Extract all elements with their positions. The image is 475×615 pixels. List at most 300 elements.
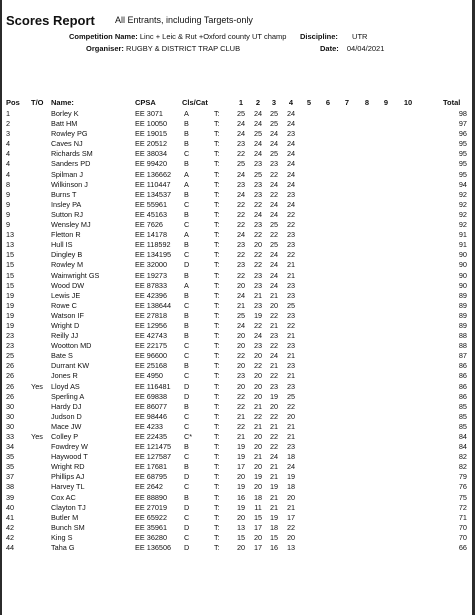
entrant-name-cell: Spilman J [51, 169, 84, 179]
targets-marker-cell: T: [214, 502, 220, 512]
round-2-score-cell: 20 [253, 371, 263, 381]
position-cell: 13 [6, 230, 15, 240]
cpsa-number-cell: EE 99420 [135, 159, 168, 169]
table-row [2, 109, 472, 119]
round-4-score-cell: 18 [286, 482, 296, 492]
round-4-score-cell: 23 [286, 290, 296, 300]
table-row [2, 139, 472, 149]
round-4-score-cell: 21 [286, 270, 296, 280]
position-cell: 19 [6, 320, 15, 330]
round-4-score-cell: 22 [286, 250, 296, 260]
round-1-score-cell: 20 [236, 280, 246, 290]
date-label: Date: [320, 44, 339, 53]
position-cell: 26 [6, 391, 15, 401]
round-4-score-cell: 21 [286, 371, 296, 381]
targets-marker-cell: T: [214, 482, 220, 492]
position-cell: 23 [6, 331, 15, 341]
position-cell: 4 [6, 149, 11, 159]
position-cell: 9 [6, 189, 11, 199]
cpsa-number-cell: EE 69838 [135, 391, 168, 401]
cpsa-number-cell: EE 4233 [135, 421, 163, 431]
cpsa-number-cell: EE 127587 [135, 452, 172, 462]
cpsa-number-cell: EE 138644 [135, 300, 172, 310]
round-1-score-cell: 20 [236, 341, 246, 351]
discipline-row [300, 32, 367, 41]
targets-marker-cell: T: [214, 532, 220, 542]
table-row [2, 351, 472, 361]
total-score-cell: 82 [458, 462, 467, 472]
round-1-score-cell: 25 [236, 159, 246, 169]
table-row [2, 260, 472, 270]
table-row [2, 412, 472, 422]
position-cell: 4 [6, 139, 11, 149]
class-category-cell: B [184, 320, 189, 330]
targets-marker-cell: T: [214, 290, 220, 300]
position-cell: 4 [6, 169, 11, 179]
entrant-name-cell: Rowley M [51, 260, 84, 270]
round-2-score-cell: 19 [253, 310, 263, 320]
table-row [2, 271, 472, 281]
table-row [2, 240, 472, 250]
position-cell: 15 [6, 280, 15, 290]
position-cell: 25 [6, 351, 15, 361]
position-cell: 42 [6, 532, 15, 542]
table-row [2, 190, 472, 200]
entrant-name-cell: Rowe C [51, 300, 77, 310]
table-row [2, 442, 472, 452]
position-cell: 9 [6, 199, 11, 209]
round-2-score-cell: 24 [253, 149, 263, 159]
class-category-cell: B [184, 129, 189, 139]
table-row [2, 482, 472, 492]
round-4-score-cell: 23 [286, 361, 296, 371]
class-category-cell: D [184, 391, 190, 401]
table-row [2, 432, 472, 442]
round-4-score-cell: 21 [286, 331, 296, 341]
class-category-cell: C [184, 220, 190, 230]
round-2-score-cell: 23 [253, 341, 263, 351]
targets-marker-cell: T: [214, 442, 220, 452]
targets-marker-cell: T: [214, 159, 220, 169]
total-score-cell: 90 [458, 280, 467, 290]
organiser-row [86, 44, 240, 53]
round-3-score-cell: 18 [269, 522, 279, 532]
round-3-score-cell: 24 [269, 199, 279, 209]
table-row [2, 392, 472, 402]
table-row [2, 371, 472, 381]
entrant-name-cell: Fletton R [51, 230, 81, 240]
position-cell: 35 [6, 452, 15, 462]
header-round-3: 3 [271, 98, 277, 107]
round-3-score-cell: 21 [269, 421, 279, 431]
round-3-score-cell: 22 [269, 432, 279, 441]
total-score-cell: 82 [458, 452, 467, 462]
round-3-score-cell: 24 [269, 452, 279, 462]
total-score-cell: 85 [458, 421, 467, 431]
cpsa-number-cell: EE 22435 [135, 432, 168, 441]
entrant-name-cell: Judson D [51, 411, 82, 421]
total-score-cell: 84 [458, 442, 467, 452]
entrant-name-cell: Jones R [51, 371, 78, 381]
round-1-score-cell: 13 [236, 522, 246, 532]
round-4-score-cell: 24 [286, 109, 296, 118]
header-to: T/O [31, 98, 44, 107]
organiser-value: RUGBY & DISTRICT TRAP CLUB [126, 44, 241, 53]
class-category-cell: C [184, 300, 190, 310]
round-2-score-cell: 20 [253, 351, 263, 361]
total-score-cell: 95 [458, 159, 467, 169]
targets-marker-cell: T: [214, 492, 220, 502]
total-score-cell: 89 [458, 320, 467, 330]
targets-marker-cell: T: [214, 189, 220, 199]
round-3-score-cell: 22 [269, 310, 279, 320]
header-round-5: 5 [306, 98, 312, 107]
round-4-score-cell: 23 [286, 280, 296, 290]
round-1-score-cell: 23 [236, 371, 246, 381]
class-category-cell: D [184, 543, 190, 553]
entrant-name-cell: Sperling A [51, 391, 85, 401]
class-category-cell: B [184, 361, 189, 371]
class-category-cell: C [184, 351, 190, 361]
round-3-score-cell: 19 [269, 512, 279, 522]
total-score-cell: 79 [458, 472, 467, 482]
total-score-cell: 86 [458, 391, 467, 401]
cpsa-number-cell: EE 35961 [135, 522, 168, 532]
round-4-score-cell: 24 [286, 139, 296, 149]
table-row [2, 159, 472, 169]
round-1-score-cell: 22 [236, 270, 246, 280]
round-4-score-cell: 18 [286, 452, 296, 462]
entrant-name-cell: Wood DW [51, 280, 85, 290]
cpsa-number-cell: EE 134195 [135, 250, 172, 260]
cpsa-number-cell: EE 4950 [135, 371, 163, 381]
table-row [2, 543, 472, 553]
round-2-score-cell: 23 [253, 280, 263, 290]
position-cell: 35 [6, 462, 15, 472]
round-3-score-cell: 21 [269, 472, 279, 482]
cpsa-number-cell: EE 136506 [135, 543, 172, 553]
position-cell: 3 [6, 129, 11, 139]
round-2-score-cell: 25 [253, 169, 263, 179]
round-3-score-cell: 24 [269, 280, 279, 290]
class-category-cell: C* [184, 432, 193, 441]
class-category-cell: C [184, 371, 190, 381]
cpsa-number-cell: EE 88890 [135, 492, 168, 502]
round-3-score-cell: 25 [269, 109, 279, 118]
cpsa-number-cell: EE 2642 [135, 482, 163, 492]
round-4-score-cell: 25 [286, 300, 296, 310]
class-category-cell: B [184, 270, 189, 280]
table-row [2, 462, 472, 472]
cpsa-number-cell: EE 22175 [135, 341, 168, 351]
targets-marker-cell: T: [214, 230, 220, 240]
round-4-score-cell: 21 [286, 351, 296, 361]
targets-marker-cell: T: [214, 522, 220, 532]
table-row [2, 331, 472, 341]
table-row [2, 250, 472, 260]
position-cell: 4 [6, 159, 11, 169]
round-4-score-cell: 21 [286, 432, 296, 441]
round-1-score-cell: 23 [236, 260, 246, 270]
cpsa-number-cell: EE 65922 [135, 512, 168, 522]
total-score-cell: 87 [458, 351, 467, 361]
class-category-cell: C [184, 341, 190, 351]
round-4-score-cell: 22 [286, 209, 296, 219]
round-3-score-cell: 21 [269, 290, 279, 300]
total-score-cell: 89 [458, 300, 467, 310]
cpsa-number-cell: EE 68795 [135, 472, 168, 482]
table-row [2, 523, 472, 533]
targets-marker-cell: T: [214, 310, 220, 320]
entrant-name-cell: Colley P [51, 432, 79, 441]
round-3-score-cell: 23 [269, 331, 279, 341]
round-1-score-cell: 24 [236, 290, 246, 300]
entrant-name-cell: Bate S [51, 351, 73, 361]
round-4-score-cell: 21 [286, 421, 296, 431]
table-row [2, 402, 472, 412]
round-3-score-cell: 22 [269, 230, 279, 240]
discipline-value: UTR [352, 32, 368, 41]
total-score-cell: 71 [458, 512, 467, 522]
table-row [2, 321, 472, 331]
table-row [2, 513, 472, 523]
cpsa-number-cell: EE 134537 [135, 189, 172, 199]
total-score-cell: 70 [458, 532, 467, 542]
header-round-4: 4 [288, 98, 294, 107]
class-category-cell: D [184, 522, 190, 532]
table-row [2, 230, 472, 240]
cpsa-number-cell: EE 14178 [135, 230, 168, 240]
table-row [2, 281, 472, 291]
round-4-score-cell: 13 [286, 543, 296, 553]
position-cell: 8 [6, 179, 11, 189]
competition-value: Linc + Leic & Rut +Oxford county UT champ [139, 32, 287, 41]
round-2-score-cell: 19 [253, 472, 263, 482]
total-score-cell: 66 [458, 543, 467, 553]
round-1-score-cell: 20 [236, 331, 246, 341]
targets-marker-cell: T: [214, 472, 220, 482]
class-category-cell: D [184, 381, 190, 391]
total-score-cell: 90 [458, 260, 467, 270]
round-3-score-cell: 24 [269, 139, 279, 149]
header-round-7: 7 [344, 98, 350, 107]
entrant-name-cell: Reilly JJ [51, 331, 79, 341]
round-3-score-cell: 22 [269, 169, 279, 179]
entrant-name-cell: Lloyd AS [51, 381, 80, 391]
round-4-score-cell: 24 [286, 149, 296, 159]
class-category-cell: B [184, 189, 189, 199]
entrant-name-cell: Wilkinson J [51, 179, 88, 189]
round-4-score-cell: 21 [286, 502, 296, 512]
round-2-score-cell: 18 [253, 492, 263, 502]
round-3-score-cell: 21 [269, 320, 279, 330]
class-category-cell: B [184, 310, 189, 320]
total-score-cell: 92 [458, 189, 467, 199]
entrant-name-cell: Cox AC [51, 492, 76, 502]
position-cell: 42 [6, 522, 15, 532]
targets-marker-cell: T: [214, 169, 220, 179]
class-category-cell: B [184, 159, 189, 169]
round-1-score-cell: 19 [236, 502, 246, 512]
total-score-cell: 95 [458, 149, 467, 159]
position-cell: 19 [6, 300, 15, 310]
round-2-score-cell: 22 [253, 230, 263, 240]
header-pos: Pos [6, 98, 20, 107]
class-category-cell: A [184, 169, 189, 179]
position-cell: 37 [6, 472, 15, 482]
round-3-score-cell: 22 [269, 189, 279, 199]
entrant-name-cell: Richards SM [51, 149, 93, 159]
targets-marker-cell: T: [214, 300, 220, 310]
table-row [2, 170, 472, 180]
report-title: Scores Report [6, 13, 95, 28]
class-category-cell: C [184, 532, 190, 542]
competition-label: Competition Name: [69, 32, 138, 41]
round-4-score-cell: 23 [286, 442, 296, 452]
cpsa-number-cell: EE 19273 [135, 270, 168, 280]
round-3-score-cell: 24 [269, 129, 279, 139]
targets-marker-cell: T: [214, 543, 220, 553]
round-3-score-cell: 20 [269, 401, 279, 411]
class-category-cell: C [184, 411, 190, 421]
targets-marker-cell: T: [214, 109, 220, 118]
round-1-score-cell: 20 [236, 512, 246, 522]
class-category-cell: C [184, 250, 190, 260]
total-score-cell: 86 [458, 371, 467, 381]
round-4-score-cell: 23 [286, 341, 296, 351]
targets-marker-cell: T: [214, 320, 220, 330]
scores-table-body [2, 109, 472, 553]
entrant-name-cell: Butler M [51, 512, 79, 522]
round-1-score-cell: 22 [236, 199, 246, 209]
cpsa-number-cell: EE 27019 [135, 502, 168, 512]
round-1-score-cell: 25 [236, 109, 246, 118]
cpsa-number-cell: EE 32000 [135, 260, 168, 270]
class-category-cell: D [184, 472, 190, 482]
round-2-score-cell: 20 [253, 482, 263, 492]
round-1-score-cell: 24 [236, 189, 246, 199]
total-score-cell: 92 [458, 209, 467, 219]
position-cell: 34 [6, 442, 15, 452]
entrant-name-cell: Lewis JE [51, 290, 81, 300]
targets-marker-cell: T: [214, 331, 220, 341]
position-cell: 1 [6, 109, 11, 118]
cpsa-number-cell: EE 19015 [135, 129, 168, 139]
round-2-score-cell: 24 [253, 331, 263, 341]
round-3-score-cell: 21 [269, 502, 279, 512]
round-1-score-cell: 22 [236, 391, 246, 401]
round-4-score-cell: 23 [286, 381, 296, 391]
table-row [2, 503, 472, 513]
round-2-score-cell: 22 [253, 260, 263, 270]
targets-marker-cell: T: [214, 250, 220, 260]
round-3-score-cell: 20 [269, 300, 279, 310]
class-category-cell: B [184, 492, 189, 502]
targets-marker-cell: T: [214, 119, 220, 129]
round-2-score-cell: 21 [253, 421, 263, 431]
targets-marker-cell: T: [214, 149, 220, 159]
position-cell: 15 [6, 270, 15, 280]
class-category-cell: A [184, 280, 189, 290]
targets-marker-cell: T: [214, 341, 220, 351]
table-row [2, 452, 472, 462]
round-1-score-cell: 24 [236, 230, 246, 240]
cpsa-number-cell: EE 87833 [135, 280, 168, 290]
round-2-score-cell: 20 [253, 442, 263, 452]
round-1-score-cell: 22 [236, 209, 246, 219]
targets-marker-cell: T: [214, 421, 220, 431]
header-name: Name: [51, 98, 74, 107]
round-2-score-cell: 17 [253, 522, 263, 532]
entrant-name-cell: Dingley B [51, 250, 83, 260]
round-4-score-cell: 24 [286, 119, 296, 129]
position-cell: 13 [6, 240, 15, 250]
targets-marker-cell: T: [214, 351, 220, 361]
table-row [2, 301, 472, 311]
round-4-score-cell: 20 [286, 532, 296, 542]
cpsa-number-cell: EE 110447 [135, 179, 171, 189]
round-1-score-cell: 23 [236, 139, 246, 149]
round-2-score-cell: 23 [253, 270, 263, 280]
class-category-cell: D [184, 502, 190, 512]
round-4-score-cell: 22 [286, 401, 296, 411]
class-category-cell: B [184, 209, 189, 219]
class-category-cell: B [184, 290, 189, 300]
round-3-score-cell: 23 [269, 381, 279, 391]
position-cell: 30 [6, 411, 15, 421]
report-subtitle: All Entrants, including Targets-only [115, 15, 253, 25]
table-row [2, 200, 472, 210]
position-cell: 44 [6, 543, 15, 553]
round-1-score-cell: 20 [236, 361, 246, 371]
round-4-score-cell: 19 [286, 472, 296, 482]
date-value: 04/04/2021 [346, 44, 385, 53]
round-3-score-cell: 21 [269, 492, 279, 502]
class-category-cell: B [184, 331, 189, 341]
targets-marker-cell: T: [214, 391, 220, 401]
round-4-score-cell: 17 [286, 512, 296, 522]
class-category-cell: B [184, 442, 189, 452]
total-score-cell: 91 [458, 240, 467, 250]
round-4-score-cell: 21 [286, 260, 296, 270]
round-1-score-cell: 23 [236, 240, 246, 250]
round-2-score-cell: 24 [253, 119, 263, 129]
round-4-score-cell: 22 [286, 220, 296, 230]
table-row [2, 129, 472, 139]
total-score-cell: 70 [458, 522, 467, 532]
class-category-cell: C [184, 482, 190, 492]
cpsa-number-cell: EE 17681 [135, 462, 168, 472]
round-1-score-cell: 22 [236, 421, 246, 431]
table-row [2, 382, 472, 392]
header-round-6: 6 [325, 98, 331, 107]
position-cell: 30 [6, 421, 15, 431]
round-1-score-cell: 21 [236, 300, 246, 310]
round-3-score-cell: 24 [269, 270, 279, 280]
round-1-score-cell: 19 [236, 452, 246, 462]
round-2-score-cell: 20 [253, 532, 263, 542]
table-row [2, 472, 472, 482]
round-3-score-cell: 21 [269, 462, 279, 472]
entrant-name-cell: Wootton MD [51, 341, 92, 351]
cpsa-number-cell: EE 121475 [135, 442, 172, 452]
round-2-score-cell: 11 [254, 502, 262, 512]
entrant-name-cell: Rowley PG [51, 129, 88, 139]
targets-marker-cell: T: [214, 381, 220, 391]
round-1-score-cell: 22 [236, 149, 246, 159]
round-3-score-cell: 15 [269, 532, 279, 542]
entrant-name-cell: Batt HM [51, 119, 78, 129]
